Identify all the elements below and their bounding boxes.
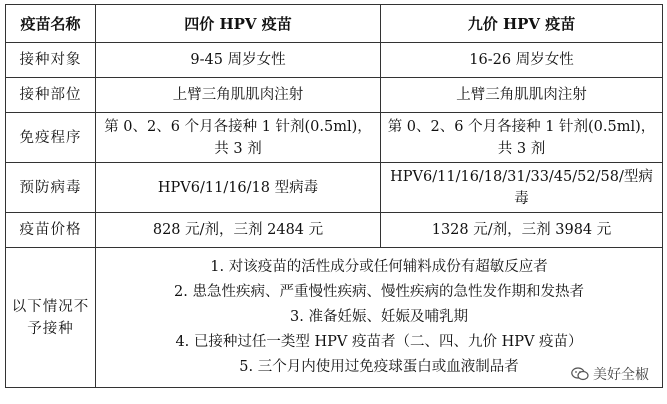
four-valent-cell: HPV6/11/16/18 型病毒 bbox=[96, 163, 381, 213]
table-row bbox=[6, 213, 663, 248]
row-label: 接种部位 bbox=[6, 78, 96, 113]
table-row bbox=[6, 43, 663, 78]
list-item: 2. 患急性疾病、严重慢性疾病、慢性疾病的急性发作期和发热者 bbox=[174, 284, 584, 300]
nine-valent-cell: HPV6/11/16/18/31/33/45/52/58/型病毒 bbox=[381, 163, 663, 213]
row-label: 疫苗价格 bbox=[6, 213, 96, 248]
table-row bbox=[6, 113, 663, 163]
table-header-row bbox=[6, 5, 663, 43]
header-nine-valent: 九价 HPV 疫苗 bbox=[381, 5, 663, 43]
contraindications-row bbox=[6, 248, 663, 388]
list-item: 1. 对该疫苗的活性成分或任何辅料成份有超敏反应者 bbox=[210, 259, 548, 275]
nine-valent-cell: 上臂三角肌肌肉注射 bbox=[381, 78, 663, 113]
four-valent-cell: 上臂三角肌肌肉注射 bbox=[96, 78, 381, 113]
table-row bbox=[6, 163, 663, 213]
nine-valent-cell: 1328 元/剂，三剂 3984 元 bbox=[381, 213, 663, 248]
list-item: 5. 三个月内使用过免疫球蛋白或血液制品者 bbox=[239, 359, 519, 375]
nine-valent-cell: 16-26 周岁女性 bbox=[381, 43, 663, 78]
row-label: 预防病毒 bbox=[6, 163, 96, 213]
four-valent-cell: 第 0、2、6 个月各接种 1 针剂(0.5ml)，共 3 剂 bbox=[96, 113, 381, 163]
contraindications-label: 以下情况不予接种 bbox=[6, 248, 96, 388]
list-item: 3. 准备妊娠、妊娠及哺乳期 bbox=[290, 309, 468, 325]
row-label: 免疫程序 bbox=[6, 113, 96, 163]
list-item: 4. 已接种过任一类型 HPV 疫苗者（二、四、九价 HPV 疫苗） bbox=[175, 334, 583, 350]
four-valent-cell: 828 元/剂，三剂 2484 元 bbox=[96, 213, 381, 248]
watermark-text: 美好全椒 bbox=[593, 367, 649, 383]
row-label: 接种对象 bbox=[6, 43, 96, 78]
header-vaccine-name: 疫苗名称 bbox=[6, 5, 96, 43]
hpv-vaccine-comparison-table bbox=[5, 4, 663, 388]
wechat-icon bbox=[571, 367, 589, 381]
four-valent-cell: 9-45 周岁女性 bbox=[96, 43, 381, 78]
table-row bbox=[6, 78, 663, 113]
header-four-valent: 四价 HPV 疫苗 bbox=[96, 5, 381, 43]
watermark bbox=[571, 364, 649, 384]
nine-valent-cell: 第 0、2、6 个月各接种 1 针剂(0.5ml)，共 3 剂 bbox=[381, 113, 663, 163]
